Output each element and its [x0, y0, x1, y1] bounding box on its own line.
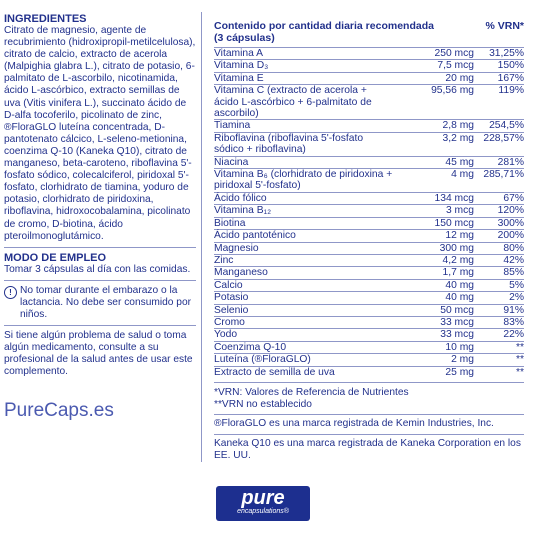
cell-vrn: 167%	[497, 72, 524, 84]
cell-name: Vitamina E	[214, 72, 264, 84]
cell-name: Vitamina A	[214, 48, 264, 59]
cell-name: Magnesio	[214, 242, 259, 254]
cell-amount: 33 mcg	[440, 316, 474, 328]
table-row	[214, 157, 524, 168]
cell-vrn: 120%	[497, 205, 524, 217]
cell-vrn: 31,25%	[489, 48, 524, 59]
row-separator	[214, 434, 524, 435]
cell-name: Calcio	[214, 279, 243, 291]
ingredients-title: INGREDIENTES	[4, 13, 87, 25]
cell-amount: 300 mg	[439, 242, 474, 254]
cell-vrn: 22%	[503, 329, 524, 341]
cell-amount: 3,2 mg	[442, 132, 474, 144]
cell-amount: 4 mg	[451, 169, 474, 181]
cell-name: Cromo	[214, 316, 245, 328]
cell-vrn: 91%	[503, 304, 524, 316]
cell-name: Tiamina	[214, 120, 251, 132]
cell-vrn: 5%	[509, 279, 524, 291]
table-row	[214, 317, 524, 328]
left-column	[4, 13, 196, 422]
cell-vrn: 254,5%	[489, 120, 524, 132]
table-row	[214, 169, 524, 180]
table-row	[214, 329, 524, 340]
nutrition-table	[214, 20, 524, 462]
column-divider	[201, 12, 202, 462]
divider	[4, 325, 196, 326]
table-header	[214, 20, 524, 32]
cell-amount: 250 mcg	[434, 48, 474, 59]
table-row	[214, 218, 524, 229]
cell-amount: 12 mg	[445, 230, 474, 242]
cell-amount: 20 mg	[445, 72, 474, 84]
cell-amount: 2 mg	[451, 354, 474, 366]
cell-vrn: **	[515, 366, 524, 378]
cell-name: Vitamina B₆ (clorhidrato de piridoxina +	[214, 169, 393, 181]
cell-amount: 1,7 mg	[442, 267, 474, 279]
table-row	[214, 205, 524, 216]
cell-amount: 150 mcg	[434, 217, 474, 229]
table-row	[214, 73, 524, 84]
warning-block	[4, 285, 196, 321]
table-row	[214, 305, 524, 316]
divider	[4, 280, 196, 281]
cell-amount: 2,8 mg	[442, 120, 474, 132]
cell-name: Coenzima Q-10	[214, 341, 287, 353]
table-header-sub	[214, 32, 524, 44]
table-row	[214, 60, 524, 71]
table-row	[214, 193, 524, 204]
cell-name: Biotina	[214, 217, 246, 229]
table-row	[214, 85, 524, 96]
table-row	[214, 354, 524, 365]
cell-vrn: **	[515, 341, 524, 353]
cell-name: Luteína (®FloraGLO)	[214, 354, 311, 366]
table-header-subtitle: (3 cápsulas)	[214, 32, 275, 44]
cell-amount: 134 mcg	[434, 192, 474, 204]
cell-vrn: 119%	[498, 85, 524, 97]
health-text: Si tiene algún problema de salud o toma algún medicamento, consulte a su profesional de la salud antes de usar este complemento.	[4, 330, 193, 378]
table-row	[214, 120, 524, 131]
table-row	[214, 230, 524, 241]
table-row	[214, 144, 524, 155]
cell-amount: 3 mcg	[445, 205, 474, 217]
cell-vrn: 300%	[497, 217, 524, 229]
table-row	[214, 342, 524, 353]
cell-amount: 95,56 mg	[431, 85, 474, 97]
cell-name: Riboflavina (riboflavina 5'-fosfato	[214, 132, 364, 144]
cell-name: sódico + riboflavina)	[214, 144, 306, 156]
ingredients-text: Citrato de magnesio, agente de recubrimiento (hidroxipropil-metilcelulosa), citrato de calcio, extracto de acerola (Malpighia glabra L.), citrato de potasio, 6-palmitato de L-ascorbilo, nicotinamida, ácido L-ascórbico, extracto semillas de uva (Vitis vinifera L.), succinato ácido de D-alfa tocoferilo, picolinato de zinc, ®FloraGLO luteína concentrada, D-pantotenato cálcico, L-seleno-metionina, coenzima Q-10 (Kaneka Q10), citrato de manganeso, beta-caroteno, riboflavina 5'-fosfato sódico, colecalciferol, piridoxal 5'-fosfato, clorhidrato de tiamina, yoduro de potasio, clorhidrato de piridoxina, riboflavina, hidroxocobalamina, picolinato de cromo, D-biotina, ácido pteroilmonoglutámico.	[4, 25, 196, 242]
cell-amount: 40 mg	[445, 292, 474, 304]
table-row	[214, 243, 524, 254]
brand-url[interactable]: PureCaps.es	[4, 400, 114, 422]
usage-text: Tomar 3 cápsulas al día con las comidas.	[4, 263, 191, 275]
logo-sub: encapsulations®	[237, 508, 289, 515]
cell-amount: 45 mg	[445, 156, 474, 168]
cell-name: Vitamina D₃	[214, 60, 269, 72]
table-row	[214, 280, 524, 291]
table-row	[214, 133, 524, 144]
cell-vrn: 83%	[503, 316, 524, 328]
cell-amount: 33 mcg	[440, 329, 474, 341]
cell-name: Extracto de semilla de uva	[214, 366, 335, 378]
table-row	[214, 267, 524, 278]
cell-name: ácido L-ascórbico + 6-palmitato de ascorbilo)	[214, 96, 372, 120]
cell-name: Niacina	[214, 156, 249, 168]
note-vrn: *VRN: Valores de Referencia de Nutrientes	[214, 386, 409, 398]
cell-name: Ácido fólico	[214, 192, 267, 204]
cell-name: Selenio	[214, 304, 249, 316]
cell-vrn: 67%	[503, 192, 524, 204]
cell-name: Manganeso	[214, 267, 268, 279]
cell-name: piridoxal 5'-fosfato)	[214, 180, 301, 192]
cell-amount: 40 mg	[445, 279, 474, 291]
cell-vrn: 80%	[503, 242, 524, 254]
cell-vrn: 42%	[503, 254, 524, 266]
cell-amount: 10 mg	[445, 341, 474, 353]
pure-encapsulations-logo	[216, 486, 310, 521]
cell-name: Zinc	[214, 254, 234, 266]
cell-name: Potasio	[214, 292, 249, 304]
cell-vrn: 85%	[503, 267, 524, 279]
table-body	[214, 48, 524, 378]
table-header-vrn: % VRN*	[485, 20, 524, 32]
cell-name: Vitamina C (extracto de acerola +	[214, 85, 367, 97]
note-floraglo: ®FloraGLO es una marca registrada de Kemin Industries, Inc.	[214, 418, 494, 430]
usage-title: MODO DE EMPLEO	[4, 251, 107, 264]
cell-vrn: 228,57%	[483, 132, 524, 144]
cell-vrn: 285,71%	[483, 169, 524, 181]
note-vrn-2: **VRN no establecido	[214, 399, 312, 411]
cell-vrn: 281%	[497, 156, 524, 168]
cell-amount: 7,5 mcg	[437, 60, 474, 72]
row-separator	[214, 382, 524, 383]
cell-vrn: 150%	[497, 60, 524, 72]
cell-amount: 4,2 mg	[442, 254, 474, 266]
logo-word: pure	[241, 487, 285, 509]
table-row	[214, 255, 524, 266]
warning-icon: !	[4, 286, 17, 299]
row-separator	[214, 414, 524, 415]
cell-vrn: 2%	[509, 292, 524, 304]
table-row	[214, 367, 524, 378]
table-row	[214, 180, 524, 191]
table-row	[214, 292, 524, 303]
cell-vrn: 200%	[497, 230, 524, 242]
table-row	[214, 97, 524, 120]
cell-name: Yodo	[214, 329, 238, 341]
cell-amount: 50 mcg	[440, 304, 474, 316]
cell-name: Ácido pantoténico	[214, 230, 296, 242]
cell-amount: 25 mg	[445, 366, 474, 378]
divider	[4, 247, 196, 248]
table-row	[214, 48, 524, 59]
cell-name: Vitamina B₁₂	[214, 205, 272, 217]
cell-vrn: **	[515, 354, 524, 366]
warning-text: No tomar durante el embarazo o la lactancia. No debe ser consumido por niños.	[20, 284, 192, 320]
table-header-title: Contenido por cantidad diaria recomendada	[214, 20, 434, 32]
note-kaneka: Kaneka Q10 es una marca registrada de Kaneka Corporation en los EE. UU.	[214, 437, 521, 461]
